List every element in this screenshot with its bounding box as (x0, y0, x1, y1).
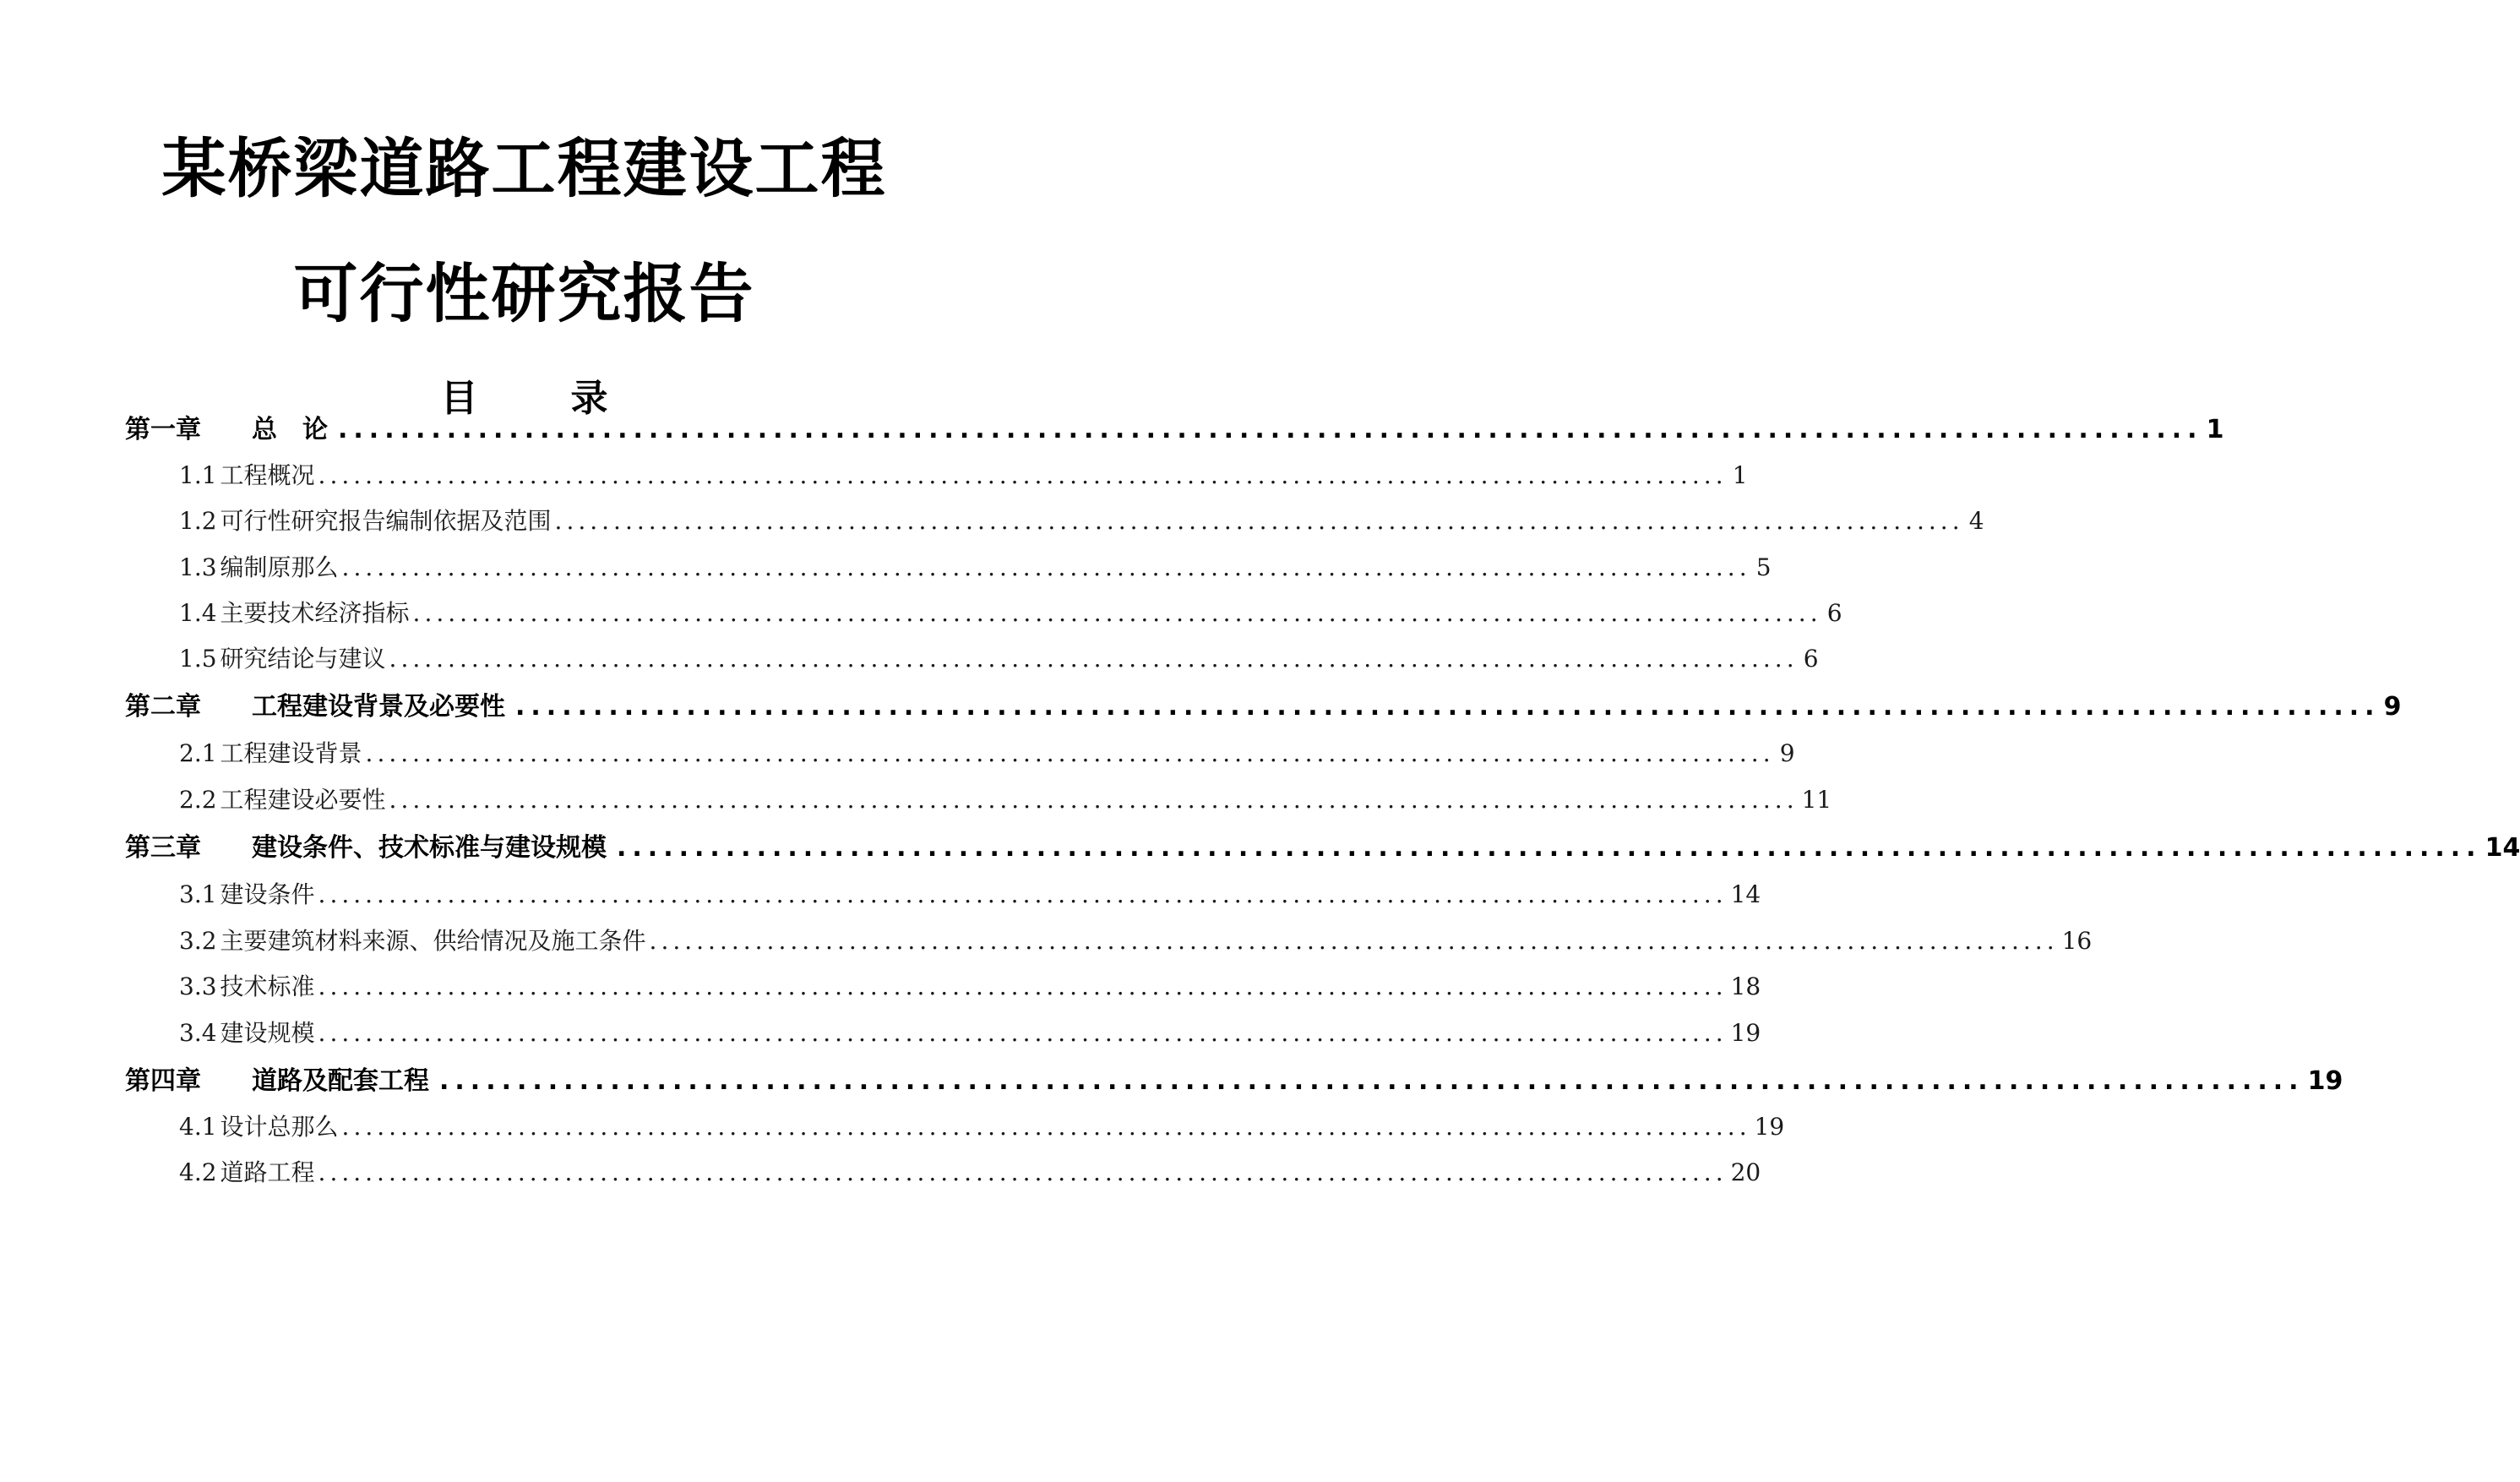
toc-entry-page-number: 1 (1732, 461, 1748, 489)
toc-entry-title: 建设条件、技术标准与建设规模 (252, 833, 607, 863)
document-title-line-2: 可行性研究报告 (293, 256, 755, 331)
toc-entry-title: 工程建设背景 (220, 739, 362, 767)
toc-entry-number: 3.3 (179, 973, 217, 1000)
toc-entry-title: 建设条件 (220, 880, 315, 908)
toc-entry-number: 2.1 (179, 739, 217, 767)
toc-dot-leader: ........................................................................................................................ (649, 927, 2059, 955)
toc-dot-leader: ........................................................................................................................ (365, 739, 1775, 767)
toc-entry-title: 建设规模 (220, 1019, 315, 1047)
toc-section-entry[interactable] (179, 880, 1761, 908)
toc-entry-title: 编制原那么 (220, 553, 339, 581)
toc-entry-page-number: 5 (1755, 553, 1772, 581)
toc-entry-number: 1.1 (179, 461, 217, 489)
toc-entry-number: 4.1 (179, 1113, 217, 1141)
toc-entry-page-number: 4 (1968, 507, 1984, 535)
toc-entry-page-number: 19 (1754, 1113, 1785, 1141)
toc-section-entry[interactable] (179, 507, 1984, 535)
toc-entry-page-number: 14 (2485, 833, 2520, 863)
toc-entry-page-number: 14 (1730, 880, 1761, 908)
toc-dot-leader: ........................................................................................................................ (515, 692, 2381, 722)
toc-chapter-entry[interactable] (125, 1066, 2343, 1096)
toc-entry-title: 主要技术经济指标 (220, 599, 410, 627)
toc-dot-leader: ........................................................................................................................ (439, 1066, 2305, 1096)
toc-entry-number: 3.2 (179, 927, 217, 955)
toc-entry-page-number: 9 (1779, 739, 1795, 767)
toc-dot-leader: ........................................................................................................................ (341, 1113, 1751, 1141)
toc-dot-leader: ........................................................................................................................ (412, 599, 1822, 627)
toc-dot-leader: ........................................................................................................................ (554, 507, 1964, 535)
toc-entry-title: 工程建设必要性 (220, 786, 386, 814)
toc-section-entry[interactable] (179, 599, 1842, 627)
toc-chapter-entry[interactable] (125, 833, 2520, 863)
toc-dot-leader: ........................................................................................................................ (389, 786, 1799, 814)
toc-section-entry[interactable] (179, 1113, 1785, 1141)
toc-entry-number: 第三章 (125, 833, 201, 863)
toc-dot-leader: ........................................................................................................................ (318, 880, 1728, 908)
toc-chapter-entry[interactable] (125, 692, 2402, 722)
toc-entry-page-number: 20 (1730, 1158, 1761, 1186)
toc-section-entry[interactable] (179, 786, 1832, 814)
toc-dot-leader: ........................................................................................................................ (617, 833, 2482, 863)
toc-entry-number: 第四章 (125, 1066, 201, 1096)
toc-heading-right: 录 (570, 377, 608, 420)
toc-section-entry[interactable] (179, 739, 1795, 767)
toc-section-entry[interactable] (179, 1158, 1761, 1186)
toc-chapter-entry[interactable] (125, 415, 2224, 444)
toc-section-entry[interactable] (179, 461, 1748, 489)
toc-dot-leader: ........................................................................................................................ (341, 553, 1751, 581)
toc-dot-leader: ........................................................................................................................ (389, 645, 1799, 673)
toc-section-entry[interactable] (179, 645, 1819, 673)
toc-dot-leader: ........................................................................................................................ (318, 461, 1728, 489)
toc-entry-page-number: 1 (2206, 415, 2224, 444)
toc-entry-title: 研究结论与建议 (220, 645, 386, 673)
toc-dot-leader: ........................................................................................................................ (318, 1158, 1728, 1186)
toc-entry-title: 总 论 (252, 415, 328, 444)
toc-entry-title: 道路工程 (220, 1158, 315, 1186)
toc-entry-title: 可行性研究报告编制依据及范围 (220, 507, 552, 535)
toc-section-entry[interactable] (179, 927, 2093, 955)
toc-section-entry[interactable] (179, 553, 1772, 581)
document-title-line-1: 某桥梁道路工程建设工程 (161, 131, 887, 206)
toc-entry-title: 技术标准 (220, 973, 315, 1000)
toc-entry-number: 1.4 (179, 599, 217, 627)
toc-entry-number: 1.3 (179, 553, 217, 581)
toc-entry-number: 1.5 (179, 645, 217, 673)
toc-entry-title: 工程概况 (220, 461, 315, 489)
toc-entry-number: 3.1 (179, 880, 217, 908)
toc-entry-page-number: 11 (1801, 786, 1832, 814)
toc-entry-title: 道路及配套工程 (252, 1066, 429, 1096)
toc-section-entry[interactable] (179, 1019, 1761, 1047)
toc-entry-page-number: 6 (1826, 599, 1842, 627)
toc-entry-number: 第一章 (125, 415, 201, 444)
toc-entry-page-number: 16 (2061, 927, 2093, 955)
toc-entry-title: 工程建设背景及必要性 (252, 692, 505, 722)
toc-entry-page-number: 6 (1803, 645, 1819, 673)
toc-entry-page-number: 9 (2383, 692, 2402, 722)
toc-heading-left: 目 (440, 377, 478, 420)
toc-entry-page-number: 19 (2307, 1066, 2343, 1096)
toc-entry-title: 设计总那么 (220, 1113, 339, 1141)
toc-entry-number: 3.4 (179, 1019, 217, 1047)
toc-entry-title: 主要建筑材料来源、供给情况及施工条件 (220, 927, 646, 955)
toc-dot-leader: ........................................................................................................................ (318, 973, 1728, 1000)
toc-entry-page-number: 19 (1730, 1019, 1761, 1047)
toc-entry-number: 第二章 (125, 692, 201, 722)
toc-entry-page-number: 18 (1730, 973, 1761, 1000)
toc-dot-leader: ........................................................................................................................ (318, 1019, 1728, 1047)
toc-dot-leader: ........................................................................................................................ (338, 415, 2203, 444)
toc-section-entry[interactable] (179, 973, 1761, 1000)
toc-entry-number: 1.2 (179, 507, 217, 535)
toc-entry-number: 4.2 (179, 1158, 217, 1186)
toc-entry-number: 2.2 (179, 786, 217, 814)
